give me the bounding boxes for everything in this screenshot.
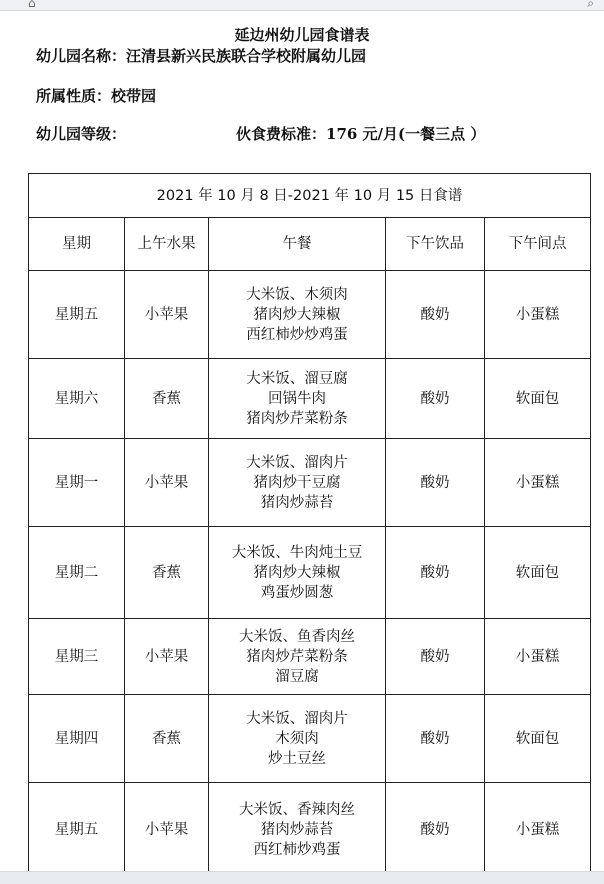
home-icon[interactable]: ⌂ <box>28 0 36 10</box>
kindergarten-name-value: 汪清县新兴民族联合学校附属幼儿园 <box>126 47 367 65</box>
lunch-dish: 猪肉炒芹菜粉条 <box>246 410 348 427</box>
drink-cell: 酸奶 <box>386 439 485 527</box>
day-cell: 星期一 <box>29 439 125 527</box>
affiliation-value: 校带园 <box>111 87 157 105</box>
lunch-dish: 猪肉炒大辣椒 <box>253 306 341 323</box>
snack-cell: 软面包 <box>485 695 591 783</box>
menu-date-range: 2021 年 10 月 8 日-2021 年 10 月 15 日食谱 <box>29 174 591 218</box>
header-snack: 下午间点 <box>485 218 591 271</box>
lunch-cell <box>209 359 386 439</box>
lunch-dish: 西红柿炒炒鸡蛋 <box>246 326 348 343</box>
header-day: 星期 <box>29 218 125 271</box>
caption-row <box>29 174 591 218</box>
snack-cell: 小蛋糕 <box>485 783 591 877</box>
lunch-dish: 溜豆腐 <box>275 668 319 685</box>
table-row <box>29 695 591 783</box>
fruit-cell: 香蕉 <box>125 359 209 439</box>
drink-cell: 酸奶 <box>386 619 485 695</box>
lunch-dish: 猪肉炒大辣椒 <box>253 564 341 581</box>
fee-value: 176 元/月(一餐三点 ） <box>326 125 486 143</box>
fruit-cell: 小苹果 <box>125 783 209 877</box>
grade-line <box>36 123 126 144</box>
fruit-cell: 香蕉 <box>125 527 209 619</box>
fruit-cell: 小苹果 <box>125 619 209 695</box>
fee-label: 伙食费标准： <box>236 125 327 143</box>
day-cell: 星期五 <box>29 783 125 877</box>
header-drink: 下午饮品 <box>386 218 485 271</box>
snack-cell: 小蛋糕 <box>485 619 591 695</box>
lunch-cell <box>209 619 386 695</box>
lunch-dish: 木须肉 <box>275 730 319 747</box>
lunch-dish: 猪肉炒芹菜粉条 <box>246 648 348 665</box>
lunch-dish: 大米饭、溜肉片 <box>246 710 348 727</box>
horizontal-scrollbar[interactable] <box>0 871 604 884</box>
drink-cell: 酸奶 <box>386 527 485 619</box>
lunch-dish: 大米饭、溜豆腐 <box>246 370 348 387</box>
table-row <box>29 783 591 877</box>
snack-cell: 软面包 <box>485 359 591 439</box>
lunch-dish: 西红柿炒鸡蛋 <box>253 841 341 858</box>
lunch-cell <box>209 527 386 619</box>
drink-cell: 酸奶 <box>386 783 485 877</box>
lunch-cell <box>209 271 386 359</box>
table-row <box>29 359 591 439</box>
day-cell: 星期四 <box>29 695 125 783</box>
lunch-dish: 大米饭、溜肉片 <box>246 454 348 471</box>
lunch-cell <box>209 695 386 783</box>
header-row <box>29 218 591 271</box>
header-fruit: 上午水果 <box>125 218 209 271</box>
lunch-dish: 猪肉炒蒜苔 <box>260 494 334 511</box>
lunch-dish: 大米饭、香辣肉丝 <box>239 801 355 818</box>
day-cell: 星期五 <box>29 271 125 359</box>
document-title: 延边州幼儿园食谱表 <box>234 26 370 44</box>
table-row <box>29 271 591 359</box>
table-row <box>29 619 591 695</box>
fruit-cell: 小苹果 <box>125 271 209 359</box>
lunch-dish: 猪肉炒蒜苔 <box>260 821 334 838</box>
snack-cell: 小蛋糕 <box>485 271 591 359</box>
fruit-cell: 香蕉 <box>125 695 209 783</box>
fruit-cell: 小苹果 <box>125 439 209 527</box>
lunch-dish: 猪肉炒干豆腐 <box>253 474 341 491</box>
drink-cell: 酸奶 <box>386 271 485 359</box>
fee-line <box>236 123 485 144</box>
lunch-dish: 大米饭、鱼香肉丝 <box>239 628 355 645</box>
lunch-dish: 大米饭、牛肉炖土豆 <box>231 544 363 561</box>
lunch-cell <box>209 439 386 527</box>
lunch-dish: 鸡蛋炒圆葱 <box>260 584 334 601</box>
table-row <box>29 439 591 527</box>
affiliation-line <box>36 85 156 106</box>
grade-label: 幼儿园等级： <box>36 125 127 143</box>
snack-cell: 软面包 <box>485 527 591 619</box>
lunch-dish: 回锅牛肉 <box>268 390 326 407</box>
menu-table <box>28 173 591 877</box>
table-row <box>29 527 591 619</box>
lunch-cell <box>209 783 386 877</box>
header-lunch: 午餐 <box>209 218 386 271</box>
drink-cell: 酸奶 <box>386 359 485 439</box>
affiliation-label: 所属性质： <box>36 87 112 105</box>
viewer-toolbar <box>0 0 604 11</box>
kindergarten-name-line <box>36 45 366 66</box>
day-cell: 星期六 <box>29 359 125 439</box>
day-cell: 星期二 <box>29 527 125 619</box>
lunch-dish: 大米饭、木须肉 <box>246 286 348 303</box>
lunch-dish: 炒土豆丝 <box>268 750 326 767</box>
kindergarten-name-label: 幼儿园名称： <box>36 47 127 65</box>
day-cell: 星期三 <box>29 619 125 695</box>
search-icon[interactable]: ⌕ <box>587 0 594 10</box>
snack-cell: 小蛋糕 <box>485 439 591 527</box>
drink-cell: 酸奶 <box>386 695 485 783</box>
